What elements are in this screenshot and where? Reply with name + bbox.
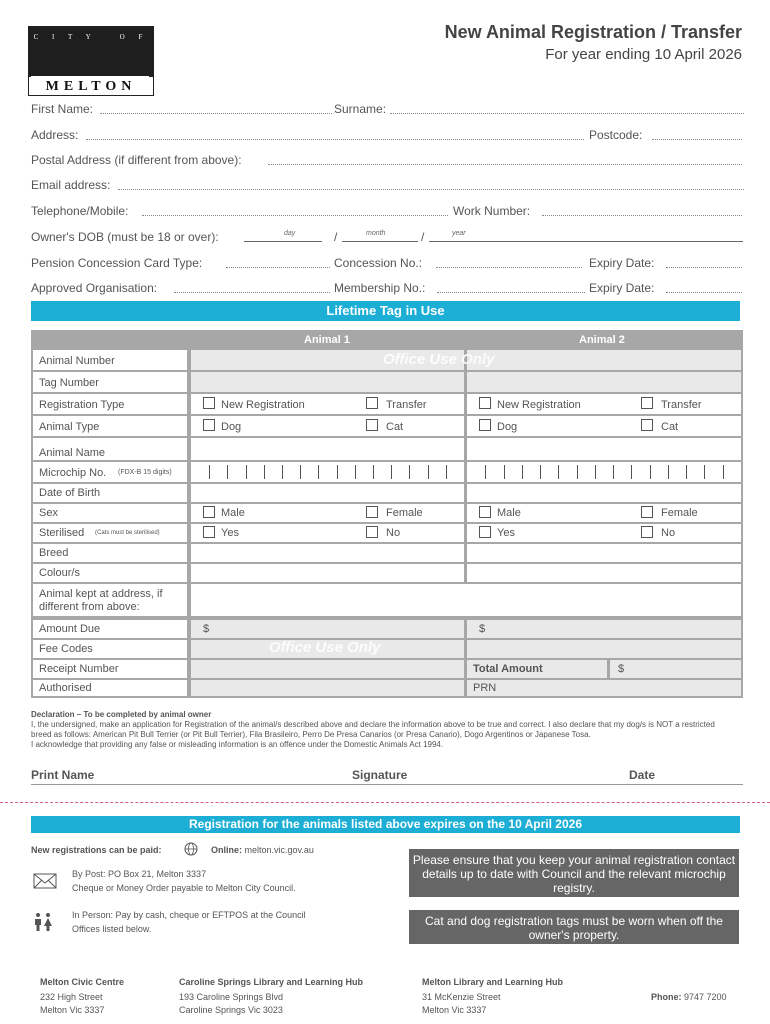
receipt-number-cell: [191, 660, 464, 678]
logo-bar: [31, 76, 149, 77]
address-label: Address:: [31, 128, 79, 142]
animal-2-dog-checkbox[interactable]: [479, 419, 491, 431]
row-microchip: Microchip No. (FDX-B 15 digits): [33, 462, 187, 482]
dob-year-field[interactable]: [429, 241, 743, 242]
microchip-digit-divider: [504, 465, 505, 479]
microchip-digit-divider: [264, 465, 265, 479]
dob-day-hint: day: [284, 230, 296, 237]
dob-label: Owner's DOB (must be 18 or over):: [31, 230, 219, 244]
animal-2-dog-label: Dog: [497, 421, 518, 433]
animal-2-female-checkbox[interactable]: [641, 506, 653, 518]
microchip-digit-divider: [686, 465, 687, 479]
animal-1-male-checkbox[interactable]: [203, 506, 215, 518]
post-line-1: By Post: PO Box 21, Melton 3337: [72, 869, 207, 879]
form-title: New Animal Registration / Transfer: [444, 22, 742, 42]
animal-1-dob-field[interactable]: [191, 484, 464, 502]
microchip-digit-divider: [446, 465, 447, 479]
footer-melton-library: Melton Library and Learning Hub: [422, 977, 564, 987]
logo-name: MELTON: [45, 79, 137, 94]
microchip-digit-divider: [540, 465, 541, 479]
expiry-date-field-2[interactable]: [666, 292, 742, 293]
animal-2-no-checkbox[interactable]: [641, 526, 653, 538]
animal-1-yes-checkbox[interactable]: [203, 526, 215, 538]
office-use-watermark-2: Office Use Only: [269, 639, 381, 656]
tags-notice: Cat and dog registration tags must be worn when off the owner's property.: [409, 910, 739, 944]
microchip-digit-divider: [485, 465, 486, 479]
melton-logo: [28, 26, 154, 96]
microchip-digit-divider: [668, 465, 669, 479]
animal-2-new-registration-label: New Registration: [497, 399, 581, 411]
first-name-field[interactable]: [100, 113, 332, 114]
footer-civic-centre: Melton Civic Centre: [40, 977, 125, 987]
person-line-1: In Person: Pay by cash, cheque or EFTPOS at the Council: [72, 910, 306, 920]
animal-1-tag-cell: [191, 372, 464, 392]
animal-1-dollar: $: [203, 623, 210, 635]
footer-melton-library-city: Melton Vic 3337: [422, 1005, 487, 1015]
animal-1-transfer-label: Transfer: [386, 399, 427, 411]
row-animal-type: Animal Type: [33, 416, 187, 436]
animal-1-type-cell: [191, 416, 464, 436]
animal-1-cat-checkbox[interactable]: [366, 419, 378, 431]
animal-2-colours-field[interactable]: [467, 564, 741, 582]
microchip-digit-divider: [209, 465, 210, 479]
animal-2-registration-cell: [467, 394, 741, 414]
footer-civic-centre-city: Melton Vic 3337: [40, 1005, 105, 1015]
surname-field[interactable]: [390, 113, 744, 114]
footer-caroline-springs: Caroline Springs Library and Learning Hub: [179, 977, 364, 987]
row-sterilised: Sterilised (Cats must be sterilised): [33, 524, 187, 542]
animal-2-transfer-checkbox[interactable]: [641, 397, 653, 409]
total-amount-label: Total Amount: [473, 663, 543, 675]
animal-2-fee-codes-cell: [467, 640, 741, 658]
footer-caroline-springs-address: 193 Caroline Springs Blvd: [179, 992, 284, 1002]
dob-month-hint: month: [366, 230, 386, 237]
animal-2-tag-cell: [467, 372, 741, 392]
row-amount-due: Amount Due: [33, 620, 187, 638]
membership-no-field[interactable]: [437, 292, 585, 293]
postal-address-field[interactable]: [268, 164, 742, 165]
concession-no-field[interactable]: [436, 267, 582, 268]
prn-label: PRN: [473, 682, 497, 694]
approved-org-field[interactable]: [174, 292, 330, 293]
email-label: Email address:: [31, 178, 111, 192]
microchip-digit-divider: [282, 465, 283, 479]
email-field[interactable]: [118, 189, 744, 190]
animal-2-name-field[interactable]: [467, 438, 741, 460]
microchip-digit-divider: [337, 465, 338, 479]
animal-2-amount-cell: [467, 620, 741, 638]
envelope-icon: [33, 873, 57, 889]
animal-1-registration-cell: [191, 394, 464, 414]
logo-city-of: C I T Y O F: [33, 33, 149, 41]
date-label: Date: [629, 768, 656, 782]
globe-icon: [184, 842, 198, 856]
row-fee-codes: Fee Codes: [33, 640, 187, 658]
animal-1-new-registration-label: New Registration: [221, 399, 305, 411]
microchip-digit-divider: [246, 465, 247, 479]
animal-2-new-registration-checkbox[interactable]: [479, 397, 491, 409]
animal-1-sterilised-cell: [191, 524, 464, 542]
postcode-field[interactable]: [652, 139, 742, 140]
work-number-label: Work Number:: [453, 204, 531, 218]
row-tag-number: Tag Number: [33, 372, 187, 392]
expiry-date-label-1: Expiry Date:: [589, 256, 655, 270]
animal-1-female-label: Female: [386, 507, 423, 519]
address-field[interactable]: [86, 139, 584, 140]
signature-line[interactable]: [31, 784, 743, 785]
row-date-of-birth: Date of Birth: [33, 484, 187, 502]
animal-1-dog-label: Dog: [221, 421, 242, 433]
declaration: [31, 710, 731, 750]
expiry-banner: Registration for the animals listed above expires on the 10 April 2026: [31, 816, 740, 833]
postcode-label: Postcode:: [589, 128, 643, 142]
animal-2-male-label: Male: [497, 507, 521, 519]
row-animal-name: Animal Name: [33, 438, 187, 460]
membership-no-label: Membership No.:: [334, 281, 426, 295]
phone-number: 9747 7200: [684, 992, 727, 1002]
animal-2-yes-label: Yes: [497, 527, 515, 539]
total-dollar: $: [618, 663, 625, 675]
animal-1-transfer-checkbox[interactable]: [366, 397, 378, 409]
footer-caroline-springs-city: Caroline Springs Vic 3023: [179, 1005, 283, 1015]
prn-cell: [467, 680, 741, 696]
microchip-digit-divider: [558, 465, 559, 479]
approved-org-label: Approved Organisation:: [31, 281, 158, 295]
animal-2-cat-label: Cat: [661, 421, 679, 433]
row-receipt-number: Receipt Number: [33, 660, 187, 678]
microchip-digit-divider: [409, 465, 410, 479]
animal-2-yes-checkbox[interactable]: [479, 526, 491, 538]
people-icon: [33, 912, 53, 932]
animal-2-cat-checkbox[interactable]: [641, 419, 653, 431]
pension-label: Pension Concession Card Type:: [31, 256, 203, 270]
microchip-digit-divider: [650, 465, 651, 479]
animal-2-microchip-field[interactable]: [467, 462, 741, 482]
animal-2-transfer-label: Transfer: [661, 399, 702, 411]
animal-2-female-label: Female: [661, 507, 698, 519]
total-amount-value-cell: [610, 660, 741, 678]
animal-1-header: Animal 1: [304, 334, 350, 346]
animal-1-microchip-field[interactable]: [191, 462, 464, 482]
animal-1-no-label: No: [386, 527, 401, 539]
lifetime-tag-banner: Lifetime Tag in Use: [31, 301, 740, 321]
animal-2-type-cell: [467, 416, 741, 436]
microchip-digit-divider: [704, 465, 705, 479]
row-registration-type: Registration Type: [33, 394, 187, 414]
animal-2-dob-field[interactable]: [467, 484, 741, 502]
row-sex: Sex: [33, 504, 187, 522]
declaration-text-2: I acknowledge that providing any false or misleading information is an offence under the Domestic Animals Act 1994.: [31, 740, 444, 749]
animal-1-no-checkbox[interactable]: [366, 526, 378, 538]
authorised-cell: [191, 680, 464, 696]
telephone-label: Telephone/Mobile:: [31, 204, 129, 218]
animal-1-name-field[interactable]: [191, 438, 464, 460]
dob-year-hint: year: [452, 230, 466, 237]
office-use-watermark-1: Office Use Only: [383, 351, 495, 368]
microchip-digit-divider: [723, 465, 724, 479]
post-line-2: Cheque or Money Order payable to Melton City Council.: [72, 883, 296, 893]
form-subtitle: For year ending 10 April 2026: [545, 46, 742, 63]
microchip-digit-divider: [595, 465, 596, 479]
declaration-text-1: I, the undersigned, make an application for Registration of the animal/s described above and declare the information above to be true and correct. I also declare that my dog/s is NOT a restricted breed as follows: American Pit Bull Terrier (or Pit Bull Terrier), Fila Brasileiro, Perro De Presa Canarios (or Presa Canario), Dogo Argentinos or Japanese Tosa.: [31, 720, 715, 739]
animal-2-male-checkbox[interactable]: [479, 506, 491, 518]
phone-label: Phone:: [651, 992, 682, 1002]
row-animal-number: Animal Number: [33, 350, 187, 370]
microchip-digit-divider: [373, 465, 374, 479]
contact-details-notice: Please ensure that you keep your animal registration contact details up to date with Council and the relevant microchip registry.: [409, 849, 739, 897]
total-amount-cell: [467, 660, 607, 678]
animal-1-amount-cell: [191, 620, 464, 638]
kept-at-field[interactable]: [191, 584, 741, 616]
animal-1-yes-label: Yes: [221, 527, 239, 539]
microchip-digit-divider: [391, 465, 392, 479]
concession-no-label: Concession No.:: [334, 256, 423, 270]
animal-table: [31, 330, 743, 698]
microchip-digit-divider: [355, 465, 356, 479]
microchip-digit-divider: [300, 465, 301, 479]
footer-melton-library-address: 31 McKenzie Street: [422, 992, 501, 1002]
animal-1-female-checkbox[interactable]: [366, 506, 378, 518]
animal-2-sterilised-cell: [467, 524, 741, 542]
animal-2-header: Animal 2: [579, 334, 625, 346]
expiry-date-label-2: Expiry Date:: [589, 281, 655, 295]
row-breed: Breed: [33, 544, 187, 562]
animal-2-dollar: $: [479, 623, 486, 635]
expiry-date-field-1[interactable]: [666, 267, 742, 268]
microchip-digit-divider: [318, 465, 319, 479]
row-authorised: Authorised: [33, 680, 187, 696]
animal-1-new-registration-checkbox[interactable]: [203, 397, 215, 409]
person-line-2: Offices listed below.: [72, 924, 152, 934]
declaration-heading: Declaration – To be completed by animal owner: [31, 710, 212, 719]
animal-2-breed-field[interactable]: [467, 544, 741, 562]
microchip-digit-divider: [613, 465, 614, 479]
first-name-label: First Name:: [31, 102, 94, 116]
animal-2-sex-cell: [467, 504, 741, 522]
online-label: Online:: [211, 845, 242, 855]
dob-day-field[interactable]: [244, 241, 322, 242]
row-colours: Colour/s: [33, 564, 187, 582]
print-name-label: Print Name: [31, 768, 95, 782]
animal-1-sex-cell: [191, 504, 464, 522]
microchip-digit-divider: [577, 465, 578, 479]
dob-slash-2: /: [421, 230, 425, 244]
work-number-field[interactable]: [542, 215, 742, 216]
payment-heading: New registrations can be paid:: [31, 845, 162, 855]
animal-1-breed-field[interactable]: [191, 544, 464, 562]
dob-month-field[interactable]: [342, 241, 418, 242]
postal-address-label: Postal Address (if different from above):: [31, 153, 242, 167]
telephone-field[interactable]: [142, 215, 448, 216]
microchip-digit-divider: [227, 465, 228, 479]
surname-label: Surname:: [334, 102, 387, 116]
animal-2-no-label: No: [661, 527, 676, 539]
animal-1-cat-label: Cat: [386, 421, 404, 433]
animal-1-dog-checkbox[interactable]: [203, 419, 215, 431]
microchip-digit-divider: [522, 465, 523, 479]
microchip-digit-divider: [631, 465, 632, 479]
pension-field[interactable]: [226, 267, 330, 268]
footer-civic-centre-address: 232 High Street: [40, 992, 103, 1002]
online-payment: [211, 845, 314, 855]
animal-1-male-label: Male: [221, 507, 245, 519]
cut-line: [0, 802, 770, 803]
animal-1-colours-field[interactable]: [191, 564, 464, 582]
online-url[interactable]: melton.vic.gov.au: [244, 845, 314, 855]
microchip-digit-divider: [428, 465, 429, 479]
footer-phone: [651, 990, 727, 1004]
dob-slash-1: /: [334, 230, 338, 244]
signature-label: Signature: [352, 768, 408, 782]
row-kept-at: Animal kept at address, if different from above:: [33, 584, 187, 616]
animal-2-number-cell: [467, 350, 741, 370]
